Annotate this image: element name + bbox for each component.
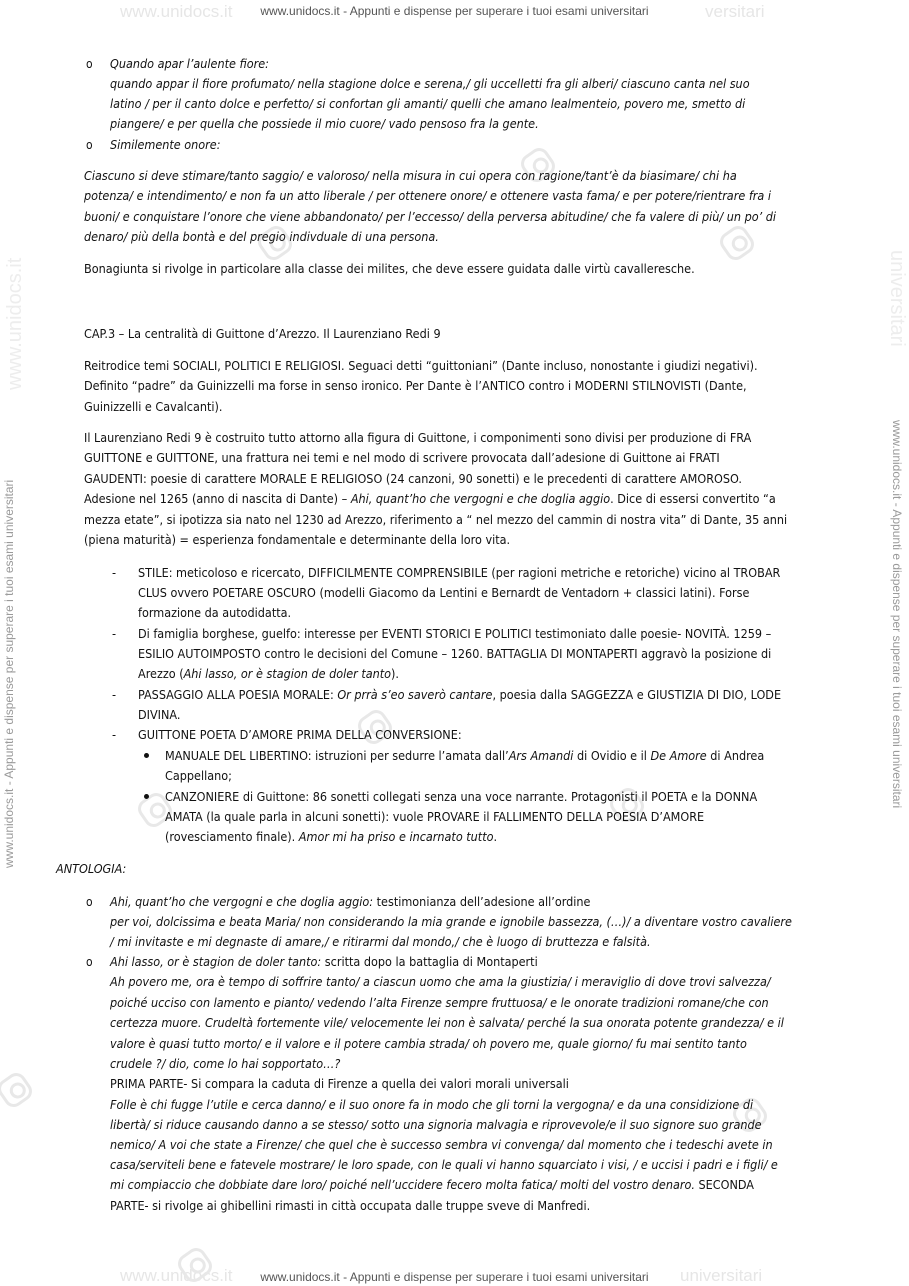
list-item-line: CANZONIERE di Guittone: 86 sonetti collegati senza una voce narrante. Protagonisti il POETA e la DONNA — [165, 789, 758, 804]
paragraph-line: buoni/ e conquistare l’onore che viene abbandonato/ per l’eccesso/ della perversa abitudine/ che fa valere di più/ un po’ di — [84, 209, 777, 224]
text-run: . — [493, 829, 498, 844]
list-item-line: formazione da autodidatta. — [138, 605, 292, 620]
text-run: , poesia dalla SAGGEZZA e GIUSTIZIA DI DIO, LODE — [492, 687, 782, 702]
paragraph: Bonagiunta si rivolge in particolare alla classe dei milites, che deve essere guidata dalle virtù cavalleresche. — [84, 261, 695, 276]
watermark-side-right: www.unidocs.it - Appunti e dispense per superare i tuoi esami universitari — [890, 420, 904, 809]
list-item-line: ESILIO AUTOIMPOSTO contro le decisioni del Comune – 1260. BATTAGLIA DI MONTAPERTI aggravò la posizione di — [138, 646, 772, 661]
paragraph-line — [84, 489, 776, 509]
list-bullet: - — [112, 727, 117, 742]
list-item-line — [138, 685, 781, 705]
watermark-header: www.unidocs.it - Appunti e dispense per superare i tuoi esami universitari — [260, 4, 649, 18]
section-heading: ANTOLOGIA: — [56, 861, 127, 876]
list-item-line: STILE: meticoloso e ricercato, DIFFICILMENTE COMPRENSIBILE (per ragioni metriche e retoriche) vicino al TROBAR — [138, 565, 781, 580]
list-bullet: - — [112, 687, 117, 702]
poem-line: piangere/ e per quella che possiede il mio cuore/ vado pensoso fra la gente. — [110, 116, 539, 131]
poem-reference: Ahi, quant’ho che vergogni e che doglia aggio: — [110, 894, 374, 909]
watermark-logo-icon — [0, 1069, 36, 1111]
list-bullet — [144, 794, 149, 799]
poem-line: libertà/ si riduce causando danno a se stesso/ sotto una signoria malvagia e riprovevole/e il suo signore suo grande — [110, 1117, 762, 1132]
poem-line: Folle è chi fugge l’utile e cerca danno/ e il suo onore fa in modo che gli torni la vergogna/ e da una considizione di — [110, 1097, 754, 1112]
poem-reference: Ahi, quant’ho che vergogni e che doglia aggio — [350, 491, 611, 506]
list-item-line: AMATA (la quale parla in alcuni sonetti): vuole PROVARE il FALLIMENTO DELLA POESIA D’AMORE — [165, 809, 705, 824]
poem-title: Similemente onore: — [110, 137, 221, 152]
paragraph-line: potenza/ e intendimento/ e non fa un atto liberale / per ottenere onore/ e ottenere vasta fama/ e per potere/rientrare fra i — [84, 188, 771, 203]
poem-reference: Or prrà s’eo saverò cantare — [337, 687, 493, 702]
list-item-line — [138, 664, 399, 684]
text-run: MANUALE DEL LIBERTINO: istruzioni per sedurre l’amata dall’ — [165, 748, 509, 763]
poem-reference: Ahi lasso, or è stagion de doler tanto: — [110, 954, 322, 969]
poem-line: nemico/ A voi che state a Firenze/ che quel che è successo sembra vi convenga/ dal momento che i tedeschi avete in — [110, 1137, 773, 1152]
text-run: . Dice di essersi convertito “a — [610, 491, 776, 506]
poem-line: per voi, dolcissima e beata Maria/ non considerando la mia grande e ignobile bassezza, (…)/ a diventare vostro cavaliere — [110, 914, 792, 929]
watermark-ghost: universitari — [680, 1266, 763, 1285]
watermark-logo-icon — [716, 222, 758, 264]
poem-line: / mi invitaste e mi degnaste di amare,/ e ritirarmi dal mondo,/ che è luogo di bruttezza e falsità. — [110, 934, 651, 949]
list-item-line: Di famiglia borghese, guelfo: interesse per EVENTI STORICI E POLITICI testimoniato dalle poesie- NOVITÀ. 1259 – — [138, 626, 772, 641]
list-bullet: - — [112, 565, 117, 580]
text-run: di Andrea — [706, 748, 765, 763]
poem-title — [110, 892, 590, 912]
work-title: Ars Amandi — [508, 748, 574, 763]
poem-line: casa/serviteli bene e fatevele mostrare/ le loro spade, con le quali vi hanno squarciato i visi, / e uccisi i padri e i figli/ e — [110, 1157, 778, 1172]
poem-title: Quando apar l’aulente fiore: — [110, 56, 269, 71]
poem-line: quando appar il fiore profumato/ nella stagione dolce e serena,/ gli uccelletti fra gli alberi/ ciascuno canta nel suo — [110, 76, 750, 91]
text-run: scritta dopo la battaglia di Montaperti — [321, 954, 538, 969]
list-item-line — [165, 827, 497, 847]
watermark-ghost: versitari — [705, 2, 765, 21]
text-run: ). — [391, 666, 400, 681]
list-bullet: o — [86, 138, 93, 152]
poem-line — [110, 1175, 754, 1195]
paragraph-line: GUITTONE e GUITTONE, una frattura nei temi e nel modo di scrivere provocata dall’adesione di Guittone ai FRATI — [84, 450, 720, 465]
poem-reference: Ahi lasso, or è stagion de doler tanto — [183, 666, 392, 681]
text-run: testimonianza dell’adesione all’ordine — [373, 894, 591, 909]
poem-title — [110, 952, 538, 972]
text-run: Adesione nel 1265 (anno di nascita di Dante) – — [84, 491, 351, 506]
paragraph-line: Il Laurenziano Redi 9 è costruito tutto attorno alla figura di Guittone, i componimenti sono divisi per produzione di FRA — [84, 430, 752, 445]
paragraph-line: denaro/ più della bontà e del pregio indivduale di una persona. — [84, 229, 439, 244]
list-item-line — [165, 746, 764, 766]
watermark-ghost: universitari — [886, 250, 908, 347]
poem-line: crudele ?/ dio, come lo hai sopportato…? — [110, 1056, 341, 1071]
list-item-line: GUITTONE POETA D’AMORE PRIMA DELLA CONVERSIONE: — [138, 727, 462, 742]
text-run: mi compiaccio che dobbiate dare loro/ poiché nell’uccidere fecero molta fatica/ molti del vostro denaro. — [110, 1177, 695, 1192]
list-bullet: o — [86, 57, 93, 71]
list-item-line: Cappellano; — [165, 768, 232, 783]
paragraph-line: (piena maturità) = esperienza fondamentale e determinante della loro vita. — [84, 532, 511, 547]
list-bullet: o — [86, 895, 93, 909]
paragraph-line: Definito “padre” da Guinizzelli ma forse in senso ironico. Per Dante è l’ANTICO contro i MODERNI STILNOVISTI (Dante, — [84, 378, 747, 393]
list-bullet: o — [86, 955, 93, 969]
work-title: De Amore — [650, 748, 707, 763]
poem-note: PRIMA PARTE- Si compara la caduta di Firenze a quella dei valori morali universali — [110, 1076, 569, 1091]
watermark-ghost: www.unidocs.it — [4, 257, 26, 390]
poem-line: latino / per il canto dolce e perfetto/ si confortan gli amanti/ quelli che amano lealmenteio, povero me, smetto di — [110, 96, 746, 111]
list-item-line: CLUS ovvero POETARE OSCURO (modelli Giacomo da Lentini e Bernardt de Ventadorn + classici latini). Forse — [138, 585, 750, 600]
poem-line: valore è quasi tutto morto/ e il valore e il potere cambia strada/ oh povero me, quale giorno/ fu mai sentito tanto — [110, 1036, 747, 1051]
watermark-side-left: www.unidocs.it - Appunti e dispense per superare i tuoi esami universitari — [2, 479, 16, 868]
poem-line: certezza muore. Crudeltà fortemente vile/ velocemente lei non è salvata/ perché la sua onorata potente grandezza/ e il — [110, 1015, 784, 1030]
watermark-ghost: www.unidocs.it — [120, 2, 233, 21]
watermark-ghost: www.unidocs.it — [120, 1266, 233, 1285]
text-run: (rovesciamento finale). — [165, 829, 299, 844]
poem-line: poiché ucciso con lamento e pianto/ vedendo l’alta Firenze sempre fruttuosa/ e le onorate tradizioni romane/che con — [110, 995, 769, 1010]
paragraph-line: mezza etate”, si ipotizza sia nato nel 1230 ad Arezzo, riferimento a “ nel mezzo del cammin di nostra vita” di Dante, 35 anni — [84, 512, 788, 527]
paragraph-line: Ciascuno si deve stimare/tanto saggio/ e valoroso/ nella misura in cui opera con ragione/tant’è da biasimare/ chi ha — [84, 168, 737, 183]
poem-note: PARTE- si rivolge ai ghibellini rimasti in città occupata dalle truppe sveve di Manfredi. — [110, 1198, 591, 1213]
paragraph-line: Reitrodice temi SOCIALI, POLITICI E RELIGIOSI. Seguaci detti “guittoniani” (Dante incluso, nonostante i giudizi negativi). — [84, 358, 758, 373]
paragraph-line: GAUDENTI: poesie di carattere MORALE E RELIGIOSO (24 canzoni, 90 sonetti) e le precedenti di carattere AMOROSO. — [84, 471, 742, 486]
poem-reference: Amor mi ha priso e incarnato tutto — [298, 829, 494, 844]
text-run: Arezzo ( — [138, 666, 184, 681]
poem-line: Ah povero me, ora è tempo di soffrire tanto/ a ciascun uomo che ama la giustizia/ i meraviglio di dove trovi salvezza/ — [110, 974, 771, 989]
list-item-line: DIVINA. — [138, 707, 181, 722]
list-bullet: - — [112, 626, 117, 641]
chapter-heading: CAP.3 – La centralità di Guittone d’Arezzo. Il Laurenziano Redi 9 — [84, 326, 441, 341]
text-run: SECONDA — [694, 1177, 755, 1192]
paragraph-line: Guinizzelli e Cavalcanti). — [84, 399, 223, 414]
watermark-footer: www.unidocs.it - Appunti e dispense per superare i tuoi esami universitari — [260, 1270, 649, 1284]
list-bullet — [144, 753, 149, 758]
text-run: di Ovidio e il — [573, 748, 651, 763]
text-run: PASSAGGIO ALLA POESIA MORALE: — [138, 687, 338, 702]
